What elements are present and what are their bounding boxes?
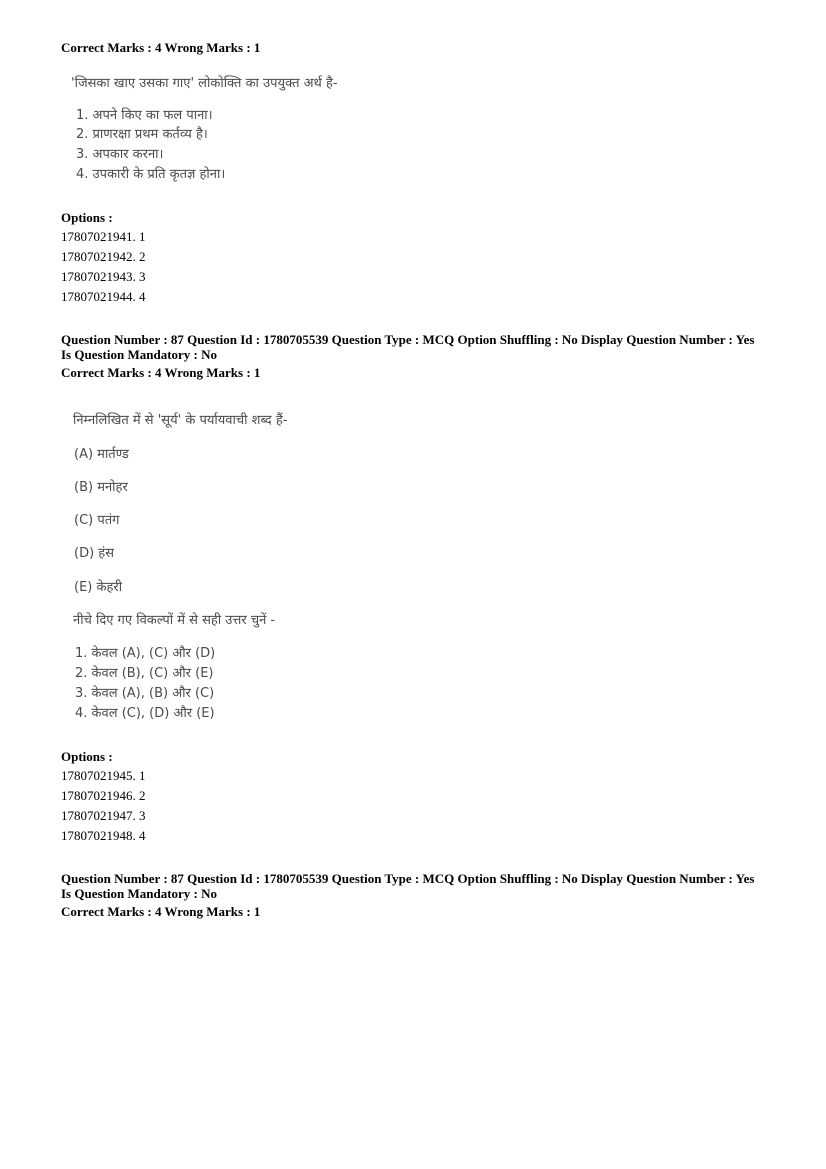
choice-1: 1. केवल (A), (C) और (D) — [75, 646, 216, 661]
option-item: 17807021947. 3 — [61, 808, 146, 823]
option-item: 17807021945. 1 — [61, 768, 146, 783]
choice-4: 4. उपकारी के प्रति कृतज्ञ होना। — [76, 167, 226, 182]
option-item: 17807021948. 4 — [61, 828, 146, 843]
item-c: (C) पतंग — [74, 513, 120, 528]
options-label: Options : — [61, 749, 113, 764]
choice-3: 3. अपकार करना। — [76, 147, 164, 162]
question-mandatory: Is Question Mandatory : No — [61, 347, 218, 362]
question-header: Question Number : 87 Question Id : 1780705539 Question Type : MCQ Option Shuffling : No Display Question Number : Yes — [61, 332, 755, 347]
choice-1: 1. अपने किए का फल पाना। — [76, 108, 213, 123]
question-text: निम्नलिखित में से 'सूर्य' के पर्यायवाची शब्द हैं- — [73, 413, 288, 428]
item-a: (A) मार्तण्ड — [74, 447, 129, 462]
instruction-text: नीचे दिए गए विकल्पों में से सही उत्तर चुनें - — [73, 613, 276, 628]
question-text: 'जिसका खाए उसका गाए' लोकोक्ति का उपयुक्त अर्थ है- — [71, 76, 338, 91]
marks-line: Correct Marks : 4 Wrong Marks : 1 — [61, 40, 261, 55]
options-label: Options : — [61, 210, 113, 225]
choice-4: 4. केवल (C), (D) और (E) — [75, 706, 215, 721]
question-header: Question Number : 87 Question Id : 1780705539 Question Type : MCQ Option Shuffling : No Display Question Number : Yes — [61, 871, 755, 886]
item-b: (B) मनोहर — [74, 480, 128, 495]
option-item: 17807021943. 3 — [61, 269, 146, 284]
choice-2: 2. केवल (B), (C) और (E) — [75, 666, 214, 681]
question-mandatory: Is Question Mandatory : No — [61, 886, 218, 901]
item-d: (D) हंस — [74, 546, 114, 561]
choice-3: 3. केवल (A), (B) और (C) — [75, 686, 215, 701]
option-item: 17807021942. 2 — [61, 249, 146, 264]
item-e: (E) केहरी — [74, 580, 123, 595]
option-item: 17807021946. 2 — [61, 788, 146, 803]
marks-line: Correct Marks : 4 Wrong Marks : 1 — [61, 904, 261, 919]
option-item: 17807021944. 4 — [61, 289, 146, 304]
marks-line: Correct Marks : 4 Wrong Marks : 1 — [61, 365, 261, 380]
option-item: 17807021941. 1 — [61, 229, 146, 244]
choice-2: 2. प्राणरक्षा प्रथम कर्तव्य है। — [76, 127, 208, 142]
